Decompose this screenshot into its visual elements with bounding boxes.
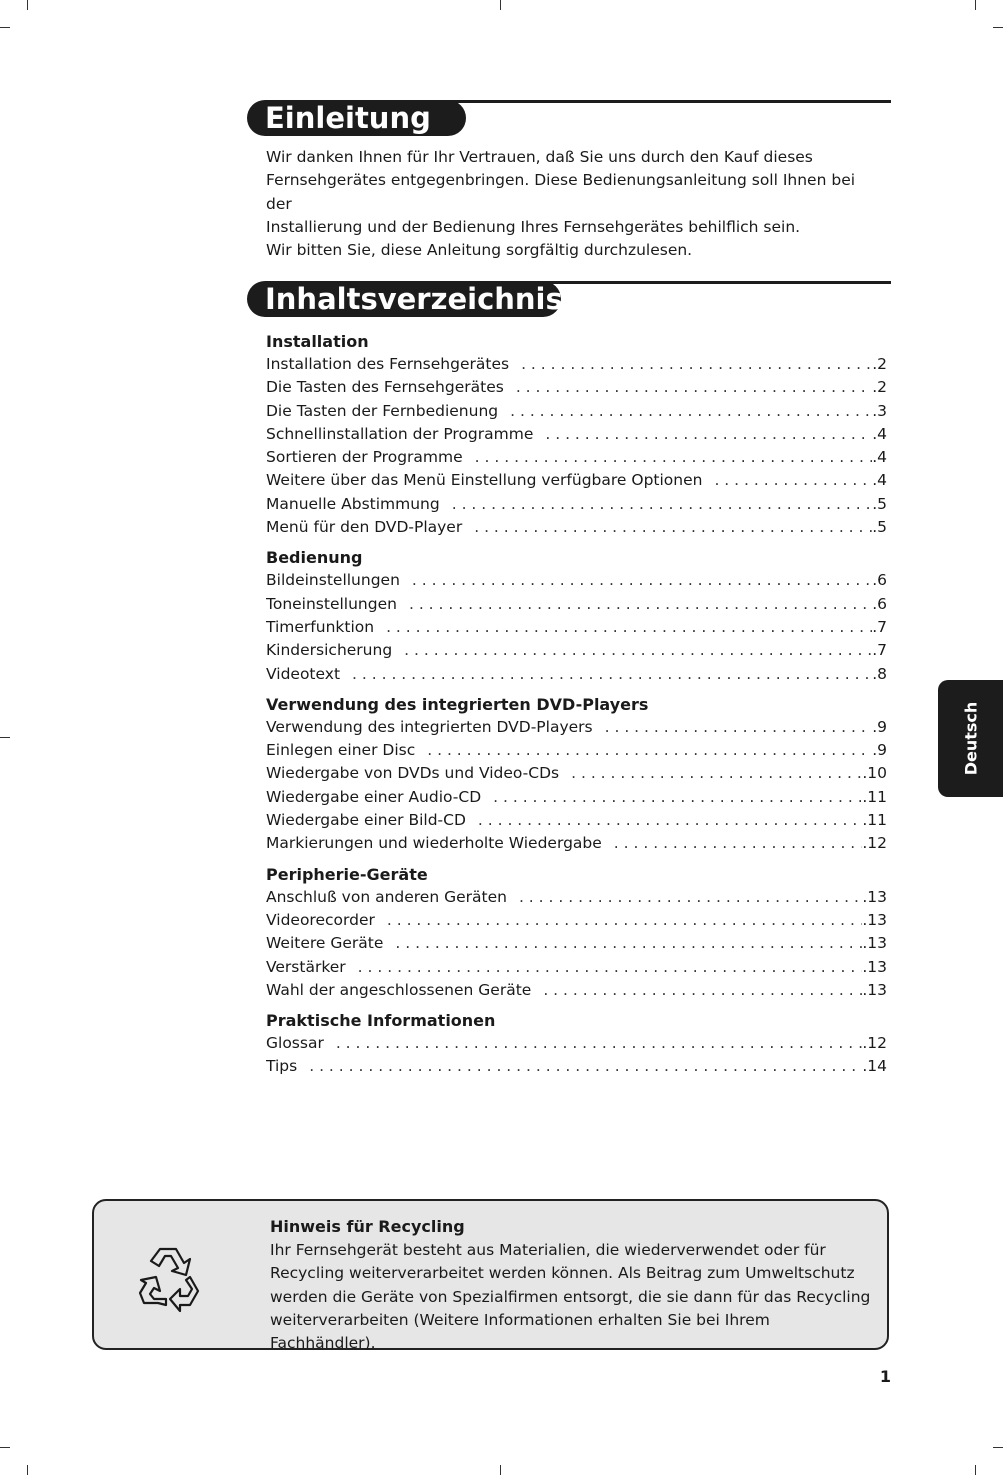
toc-entry (266, 1032, 887, 1055)
toc-entry (266, 616, 887, 639)
toc-entry-page: .4 (872, 448, 887, 467)
toc-entry (266, 956, 887, 979)
toc-entry-page: .14 (862, 1057, 887, 1076)
toc-entry-title: Weitere über das Menü Einstellung verfügbare Optionen (266, 471, 703, 490)
toc-leader-dots (543, 979, 862, 1002)
toc-leader-dots (510, 400, 872, 423)
toc-entry-title: Manuelle Abstimmung (266, 494, 440, 513)
toc-entry (266, 593, 887, 616)
toc-entry-title: Bildeinstellungen (266, 571, 400, 590)
toc-entry-title: Kindersicherung (266, 641, 393, 660)
language-tab (938, 680, 1003, 797)
toc-entry-title: Videorecorder (266, 910, 375, 929)
toc-entry-title: Wiedergabe von DVDs und Video-CDs (266, 764, 560, 783)
toc-entry-title: Schnellinstallation der Programme (266, 424, 534, 443)
toc-leader-dots (714, 469, 872, 492)
toc-entry-title: Wahl der angeschlossenen Geräte (266, 980, 532, 999)
crop-mark (500, 1465, 501, 1475)
toc-entry-title: Wiedergabe einer Audio-CD (266, 787, 482, 806)
toc-leader-dots (545, 423, 872, 446)
crop-mark (0, 1447, 10, 1448)
recycling-line: werden die Geräte von Spezialfirmen entsorgt, die sie dann für das Recycling (270, 1287, 871, 1306)
toc-entry-title: Videotext (266, 664, 341, 683)
toc-entry (266, 516, 887, 539)
toc-entry-title: Die Tasten des Fernsehgerätes (266, 378, 504, 397)
crop-mark (975, 0, 976, 10)
toc-section-heading: Verwendung des integrierten DVD-Players (266, 694, 649, 714)
intro-line: Fernsehgerätes entgegenbringen. Diese Bedienungsanleitung soll Ihnen bei der (266, 171, 856, 213)
toc-entry (266, 376, 887, 399)
toc-entry-page: .10 (862, 764, 887, 783)
toc-section (266, 863, 887, 1002)
toc-entry-page: .13 (862, 980, 887, 999)
toc-leader-dots (516, 376, 872, 399)
toc-leader-dots (387, 909, 862, 932)
toc-entry-title: Glossar (266, 1034, 324, 1053)
recycling-line: Ihr Fernsehgerät besteht aus Materialien, die wiederverwendet oder für (270, 1241, 826, 1259)
recycling-notice (92, 1199, 889, 1353)
toc-entry-page: .12 (862, 834, 887, 853)
toc-entry (266, 832, 887, 855)
page-number: 1 (879, 1367, 891, 1386)
toc-entry (266, 716, 887, 739)
toc-leader-dots (358, 956, 863, 979)
toc-entry-page: .8 (872, 664, 887, 683)
toc-entry-title: Wiedergabe einer Bild-CD (266, 811, 466, 830)
toc-entry-page: .13 (862, 910, 887, 929)
toc-entry-page: .7 (872, 641, 887, 660)
toc-entry-page: .4 (872, 424, 887, 443)
toc-entry-page: .4 (872, 471, 887, 490)
toc-entry (266, 909, 887, 932)
toc-entry-title: Die Tasten der Fernbedienung (266, 401, 499, 420)
toc-leader-dots (395, 932, 862, 955)
toc-entry-page: .9 (872, 717, 887, 736)
toc-entry-title: Installation des Fernsehgerätes (266, 355, 510, 373)
toc-entry-page: .13 (862, 957, 887, 976)
toc-entry-page: .6 (872, 594, 887, 613)
toc-section-heading: Peripherie-Geräte (266, 864, 428, 884)
toc-entry (266, 932, 887, 955)
toc-entry-title: Einlegen einer Disc (266, 741, 416, 760)
toc-entry-page: .12 (862, 1034, 887, 1053)
toc-entry (266, 739, 887, 762)
crop-mark (0, 27, 10, 28)
toc-entry (266, 786, 887, 809)
toc-entry (266, 400, 887, 423)
toc-leader-dots (521, 353, 872, 376)
crop-mark (27, 1465, 28, 1475)
toc-leader-dots (412, 569, 872, 592)
toc-entry (266, 353, 887, 376)
toc-entry-title: Sortieren der Programme (266, 448, 463, 467)
crop-mark (0, 737, 10, 738)
toc-section (266, 1009, 887, 1079)
toc-leader-dots (336, 1032, 863, 1055)
toc-entry-page: .11 (862, 811, 887, 830)
toc-entry-title: Verwendung des integrierten DVD-Players (266, 717, 593, 736)
heading-rule (540, 281, 891, 284)
toc-leader-dots (427, 739, 872, 762)
crop-mark (27, 0, 28, 10)
toc-entry-page: .2 (872, 355, 887, 373)
toc-entry-page: .13 (862, 934, 887, 953)
toc-section (266, 330, 887, 539)
toc-entry (266, 446, 887, 469)
recycling-line: Recycling weiterverarbeitet werden können. Als Beitrag zum Umweltschutz (270, 1264, 855, 1283)
toc-entry-page: .11 (862, 787, 887, 806)
toc-section (266, 693, 887, 856)
crop-mark (993, 27, 1003, 28)
toc-entry-page: .13 (862, 887, 887, 906)
toc-leader-dots (614, 832, 863, 855)
recycling-text (270, 1215, 880, 1355)
toc-leader-dots (309, 1055, 862, 1078)
toc-leader-dots (519, 886, 862, 909)
intro-heading: Einleitung (247, 100, 466, 136)
toc-entry-title: Tips (266, 1057, 298, 1076)
toc-leader-dots (571, 762, 862, 785)
toc-entry (266, 569, 887, 592)
toc-entry-page: .9 (872, 741, 887, 760)
table-of-contents (266, 330, 887, 1086)
toc-leader-dots (404, 639, 872, 662)
toc-leader-dots (386, 616, 872, 639)
toc-leader-dots (493, 786, 862, 809)
language-tab-label: Deutsch (961, 701, 981, 776)
toc-leader-dots (474, 516, 872, 539)
toc-entry (266, 493, 887, 516)
toc-entry-page: .7 (872, 617, 887, 636)
toc-entry-page: .5 (872, 494, 887, 513)
recycling-title: Hinweis für Recycling (270, 1217, 465, 1236)
intro-line: Wir danken Ihnen für Ihr Vertrauen, daß Sie uns durch den Kauf dieses (266, 148, 813, 166)
intro-text (266, 146, 876, 262)
toc-entry-title: Weitere Geräte (266, 934, 384, 953)
toc-entry-page: .5 (872, 518, 887, 537)
intro-line: Wir bitten Sie, diese Anleitung sorgfältig durchzulesen. (266, 241, 693, 260)
toc-heading: Inhaltsverzeichnis (247, 281, 561, 317)
toc-entry-title: Markierungen und wiederholte Wiedergabe (266, 834, 602, 853)
toc-entry (266, 423, 887, 446)
toc-entry (266, 762, 887, 785)
toc-entry (266, 809, 887, 832)
toc-section (266, 546, 887, 685)
heading-rule (440, 100, 891, 103)
crop-mark (975, 1465, 976, 1475)
toc-entry (266, 639, 887, 662)
intro-line: Installierung und der Bedienung Ihres Fernsehgerätes behilflich sein. (266, 217, 801, 236)
toc-section-heading: Praktische Informationen (266, 1011, 496, 1031)
crop-mark (500, 0, 501, 10)
toc-entry (266, 469, 887, 492)
toc-leader-dots (409, 593, 872, 616)
toc-entry (266, 979, 887, 1002)
toc-leader-dots (352, 663, 872, 686)
recycling-body (270, 1239, 880, 1355)
toc-entry (266, 1055, 887, 1078)
toc-section-heading: Bedienung (266, 548, 363, 568)
toc-section-heading: Installation (266, 332, 369, 351)
toc-entry-title: Menü für den DVD-Player (266, 518, 463, 537)
toc-leader-dots (475, 446, 873, 469)
toc-entry-title: Toneinstellungen (266, 594, 397, 613)
toc-leader-dots (452, 493, 872, 516)
toc-entry-page: .2 (872, 378, 887, 397)
toc-entry-title: Timerfunktion (266, 617, 375, 636)
crop-mark (993, 1447, 1003, 1448)
toc-entry (266, 663, 887, 686)
toc-entry-title: Verstärker (266, 957, 346, 976)
toc-leader-dots (605, 716, 873, 739)
toc-entry-title: Anschluß von anderen Geräten (266, 887, 507, 906)
recycle-icon (138, 1243, 210, 1313)
toc-leader-dots (478, 809, 862, 832)
toc-entry-page: .3 (872, 401, 887, 420)
toc-entry (266, 886, 887, 909)
toc-entry-page: .6 (872, 571, 887, 590)
recycling-line: weiterverarbeiten (Weitere Informationen erhalten Sie bei Ihrem Fachhändler). (270, 1310, 770, 1353)
